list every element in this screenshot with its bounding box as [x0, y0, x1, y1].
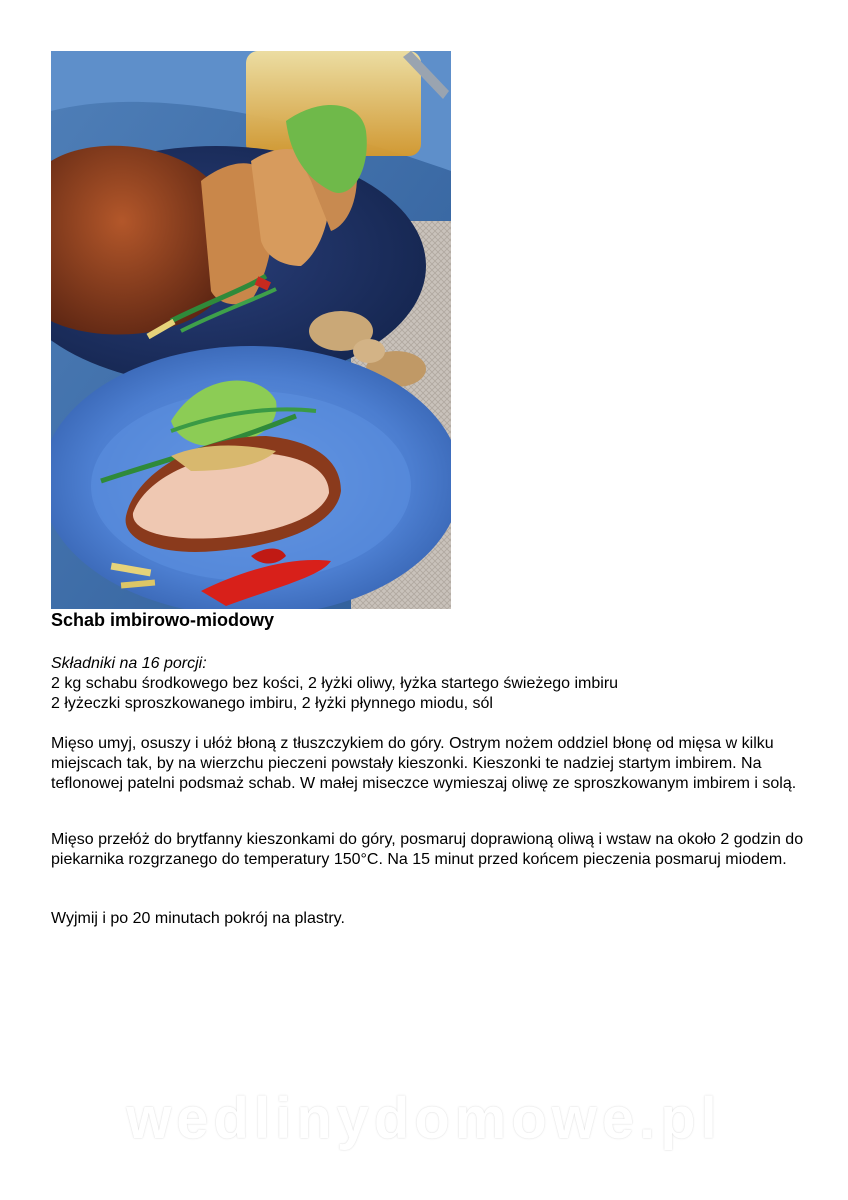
ingredients-line: 2 łyżeczki sproszkowanego imbiru, 2 łyżki płynnego miodu, sól: [51, 695, 493, 712]
ingredients-label: Składniki na 16 porcji:: [51, 655, 207, 672]
recipe-photo: [51, 51, 451, 609]
watermark: wedlinydomowe.pl: [126, 1086, 722, 1151]
instruction-paragraph: Mięso umyj, osuszy i ułóż błoną z tłuszczykiem do góry. Ostrym nożem oddziel błonę od mięsa w kilku miejscach tak, by na wierzchu pieczeni powstały kieszonki. Kieszonki te nadziej startym imbirem. Na teflonowej patelni podsmaż schab. W małej miseczce wymieszaj oliwę ze sproszkowanym imbirem i solą.: [51, 735, 797, 792]
instruction-paragraph: Wyjmij i po 20 minutach pokrój na plastry.: [51, 910, 345, 927]
ingredients-section: [51, 654, 821, 714]
ingredients-line: 2 kg schabu środkowego bez kości, 2 łyżki oliwy, łyżka startego świeżego imbiru: [51, 675, 619, 692]
instruction-paragraph: Mięso przełóż do brytfanny kieszonkami do góry, posmaruj doprawioną oliwą i wstaw na około 2 godzin do piekarnika rozgrzanego do temperatury 150°C. Na 15 minut przed końcem pieczenia posmaruj miodem.: [51, 831, 804, 868]
recipe-title: Schab imbirowo-miodowy: [51, 610, 275, 630]
